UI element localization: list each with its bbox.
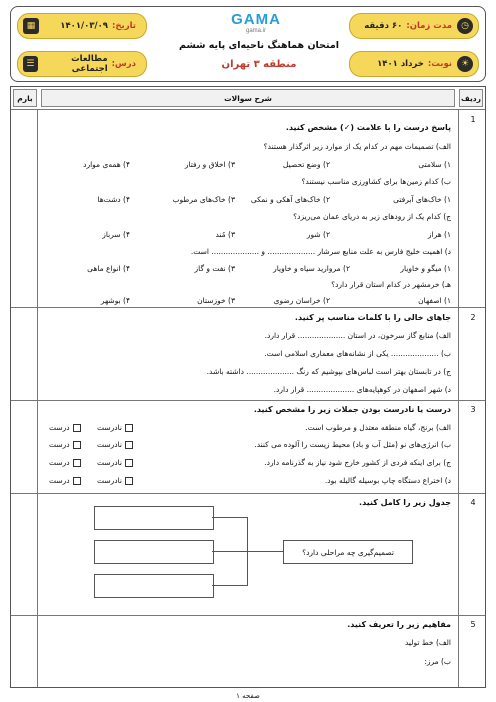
q2-item-b[interactable]: ب) .................... یکی از نشانه‌های معماری اسلامی است. [264, 349, 451, 358]
q1-a-opt4[interactable]: ۴) همه‌ی موارد [83, 160, 130, 169]
subject-value: مطالعات اجتماعی [71, 54, 108, 74]
q1-c-opt2[interactable]: ۲) شور [306, 230, 330, 239]
q1-d-opt4[interactable]: ۴) انواع ماهی [87, 264, 130, 273]
q1-a-text: الف) تصمیمات مهم در کدام یک از موارد زیر اثرگذار هستند؟ [263, 142, 451, 151]
divider-score [37, 109, 38, 687]
answer-box-1[interactable] [94, 506, 214, 530]
q2-number: 2 [470, 313, 476, 322]
connector-line [212, 517, 247, 518]
true-option[interactable]: درست [49, 423, 70, 432]
row-divider [11, 307, 485, 308]
checkbox-icon[interactable] [73, 459, 81, 467]
checkbox-icon[interactable] [125, 477, 133, 485]
clock-icon: ◷ [457, 18, 473, 34]
q3-number: 3 [470, 405, 476, 414]
checkbox-icon[interactable] [73, 477, 81, 485]
q1-d-text: د) اهمیت خلیج فارس به علت منابع سرشار .................... و .................... است. [190, 247, 451, 256]
false-option[interactable]: نادرست [97, 458, 122, 467]
answer-box-2[interactable] [94, 540, 214, 564]
checkbox-icon[interactable] [73, 441, 81, 449]
exam-title: امتحان هماهنگ ناحیه‌ای پایه ششم [179, 40, 339, 51]
q3-item-c: ج) برای اینکه فردی از کشور خارج شود نیاز به گذرنامه دارد. [264, 458, 451, 467]
divider-row [458, 109, 459, 687]
logo-site: gama.ir [245, 28, 266, 34]
row-divider [11, 400, 485, 401]
q1-a-opt2[interactable]: ۲) وضع تحصیل [282, 160, 330, 169]
q5-item-a[interactable]: الف) خط تولید [404, 638, 451, 647]
q3-a-choices [49, 423, 136, 433]
diagram-center-box: تصمیم‌گیری چه مراحلی دارد؟ [283, 540, 413, 564]
true-option[interactable]: درست [49, 440, 70, 449]
q1-d-opt1[interactable]: ۱) میگو و خاویار [400, 264, 451, 273]
q1-b-opt3[interactable]: ۳) خاک‌های مرطوب [172, 195, 235, 204]
q1-e-opt2[interactable]: ۲) خراسان رضوی [273, 296, 330, 305]
q2-item-a[interactable]: الف) منابع گاز سرخون، در استان .................... قرار دارد. [264, 331, 451, 340]
q1-a-opt1[interactable]: ۱) سلامتی [418, 160, 451, 169]
duration-label: مدت زمان: [406, 21, 452, 31]
false-option[interactable]: نادرست [97, 440, 122, 449]
duration-pill [349, 13, 479, 39]
q1-e-opt1[interactable]: ۱) اصفهان [418, 296, 451, 305]
q1-d-opt3[interactable]: ۳) نفت و گاز [194, 264, 235, 273]
column-score: بارم [13, 89, 37, 107]
q4-title: جدول زیر را کامل کنید. [359, 498, 451, 507]
column-questions: شرح سوالات [41, 89, 455, 107]
date-value: ۱۴۰۱/۰۳/۰۹ [60, 21, 108, 31]
true-option[interactable]: درست [49, 476, 70, 485]
q1-title: پاسخ درست را با علامت (✓) مشخص کنید. [285, 123, 451, 132]
q1-e-opt3[interactable]: ۳) خوزستان [197, 296, 235, 305]
session-pill [349, 51, 479, 77]
q1-c-opt3[interactable]: ۳) مُند [215, 230, 235, 239]
q4-number: 4 [470, 498, 476, 507]
checkbox-icon[interactable] [125, 441, 133, 449]
q1-b-text: ب) کدام زمین‌ها برای کشاورزی مناسب نیستند؟ [301, 177, 451, 186]
questions-table [10, 86, 486, 688]
q1-a-opt3[interactable]: ۳) اخلاق و رفتار [184, 160, 235, 169]
q5-number: 5 [470, 620, 476, 629]
checkbox-icon[interactable] [125, 424, 133, 432]
true-option[interactable]: درست [49, 458, 70, 467]
row-divider [11, 493, 485, 494]
q3-b-choices [49, 440, 136, 450]
exam-region: منطقه ۳ تهران [221, 59, 297, 70]
connector-line [212, 585, 247, 586]
false-option[interactable]: نادرست [97, 476, 122, 485]
answer-box-3[interactable] [94, 574, 214, 598]
q3-title: درست یا نادرست بودن جملات زیر را مشخص کنید. [253, 405, 451, 414]
false-option[interactable]: نادرست [97, 423, 122, 432]
q1-b-opt2[interactable]: ۲) خاک‌های آهکی و نمکی [250, 195, 330, 204]
q1-c-text: ج) کدام یک از رودهای زیر به دریای عمان می‌ریزد؟ [293, 212, 451, 221]
connector-line [247, 517, 248, 586]
q3-item-d: د) اختراع دستگاه چاپ بوسیله گالیله بود. [324, 476, 451, 485]
q1-d-opt2[interactable]: ۲) مروارید سیاه و خاویار [273, 264, 350, 273]
q1-e-text: هـ) خرمشهر در کدام استان قرار دارد؟ [331, 280, 451, 289]
q1-b-opt1[interactable]: ۱) خاک‌های آبرفتی [393, 195, 451, 204]
checkbox-icon[interactable] [125, 459, 133, 467]
session-value: خرداد ۱۴۰۱ [377, 59, 424, 69]
q3-item-a: الف) برنج، گیاه منطقه معتدل و مرطوب است. [305, 423, 451, 432]
calendar-icon: ▦ [23, 18, 39, 34]
row-divider [11, 615, 485, 616]
q1-e-opt4[interactable]: ۴) بوشهر [100, 296, 130, 305]
q3-d-choices [49, 476, 136, 486]
column-row: ردیف [459, 89, 483, 107]
duration-value: ۶۰ دقیقه [364, 21, 403, 31]
subject-label: درس: [111, 59, 136, 69]
q1-c-opt4[interactable]: ۴) سرباز [102, 230, 130, 239]
page-number: صفحه ۱ [236, 692, 260, 700]
gama-logo [216, 11, 296, 34]
q1-c-opt1[interactable]: ۱) هراز [427, 230, 451, 239]
q5-item-b[interactable]: ب) مرز: [424, 657, 451, 666]
subject-pill [17, 51, 147, 77]
q1-b-opt4[interactable]: ۴) دشت‌ها [97, 195, 130, 204]
row-divider [11, 109, 485, 110]
exam-header [10, 6, 486, 82]
session-label: نوبت: [427, 59, 452, 69]
q1-number: 1 [470, 115, 476, 124]
sun-icon: ☀ [457, 56, 473, 72]
q2-item-c[interactable]: ج) در تابستان بهتر است لباس‌های بپوشیم که رنگ .................... داشته باشد. [206, 367, 451, 376]
q5-title: مفاهیم زیر را تعریف کنید. [347, 620, 451, 629]
q3-item-b: ب) انرژی‌های نو (مثل آب و باد) محیط زیست را آلوده می کنند. [254, 440, 451, 449]
date-pill [17, 13, 147, 39]
q2-title: جاهای خالی را با کلمات مناسب پر کنید. [294, 313, 451, 322]
logo-mark: GAMA [231, 11, 281, 28]
checkbox-icon[interactable] [73, 424, 81, 432]
date-label: تاریخ: [112, 21, 136, 31]
books-icon: ☰ [23, 56, 38, 72]
q3-c-choices [49, 458, 136, 468]
q2-item-d[interactable]: د) شهر اصفهان در کوهپایه‌های .................... قرار دارد. [273, 385, 451, 394]
